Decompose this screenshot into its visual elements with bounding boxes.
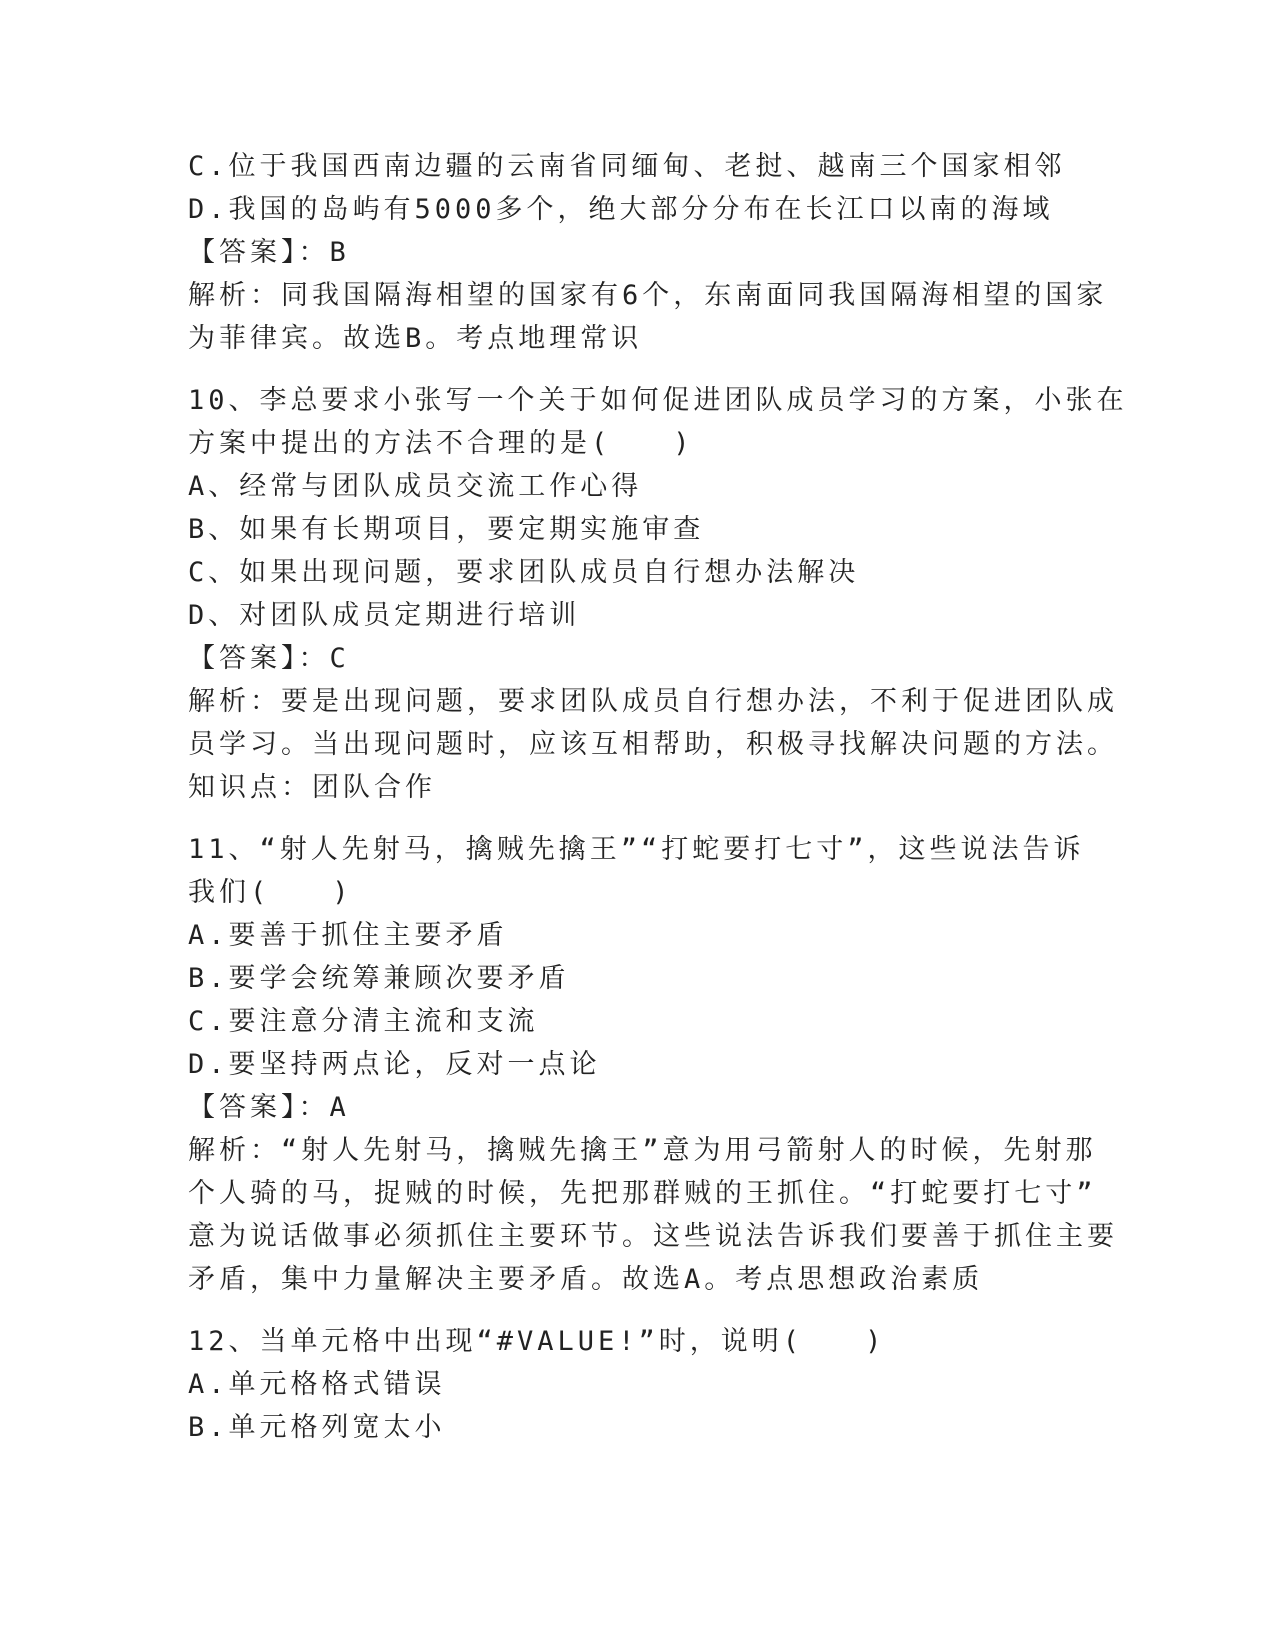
q11-answer: 【答案】：A bbox=[188, 1092, 350, 1123]
q11-option-d: D.要坚持两点论，反对一点论 bbox=[188, 1049, 601, 1080]
q10-analysis-line-1: 解析：要是出现问题，要求团队成员自行想办法，不利于促进团队成 bbox=[188, 686, 1118, 717]
q11-stem-line-1: 11、“射人先射马，擒贼先擒王”“打蛇要打七寸”，这些说法告诉 bbox=[188, 834, 1085, 865]
q12-option-b: B.单元格列宽太小 bbox=[188, 1412, 446, 1443]
q9-analysis-line-1: 解析：同我国隔海相望的国家有6个，东南面同我国隔海相望的国家 bbox=[188, 280, 1108, 311]
q10-stem-line-2: 方案中提出的方法不合理的是( ) bbox=[188, 428, 694, 459]
q10-analysis-line-3: 知识点：团队合作 bbox=[188, 772, 436, 803]
spacer bbox=[188, 809, 1068, 828]
q11-option-c: C.要注意分清主流和支流 bbox=[188, 1006, 539, 1037]
q10-option-a: A、经常与团队成员交流工作心得 bbox=[188, 471, 643, 502]
q9-option-c: C.位于我国西南边疆的云南省同缅甸、老挝、越南三个国家相邻 bbox=[188, 151, 1066, 182]
q10-option-b: B、如果有长期项目，要定期实施审查 bbox=[188, 514, 705, 545]
question-11 bbox=[188, 828, 1118, 1301]
q10-answer: 【答案】：C bbox=[188, 643, 350, 674]
q11-option-b: B.要学会统筹兼顾次要矛盾 bbox=[188, 963, 570, 994]
question-12 bbox=[188, 1320, 1068, 1449]
q11-option-a: A.要善于抓住主要矛盾 bbox=[188, 920, 508, 951]
q10-stem-line-1: 10、李总要求小张写一个关于如何促进团队成员学习的方案，小张在 bbox=[188, 385, 1128, 416]
q10-option-c: C、如果出现问题，要求团队成员自行想办法解决 bbox=[188, 557, 860, 588]
spacer bbox=[188, 360, 1068, 379]
q12-stem-line-1: 12、当单元格中出现“#VALUE!”时，说明( ) bbox=[188, 1326, 886, 1357]
q11-analysis-line-3: 意为说话做事必须抓住主要环节。这些说法告诉我们要善于抓住主要 bbox=[188, 1221, 1118, 1252]
q10-analysis-line-2: 员学习。当出现问题时，应该互相帮助，积极寻找解决问题的方法。 bbox=[188, 729, 1118, 760]
q12-option-a: A.单元格格式错误 bbox=[188, 1369, 446, 1400]
question-10 bbox=[188, 379, 1128, 809]
question-9-continuation bbox=[188, 145, 1108, 360]
q11-analysis-line-4: 矛盾，集中力量解决主要矛盾。故选A。考点思想政治素质 bbox=[188, 1264, 984, 1295]
q9-answer: 【答案】：B bbox=[188, 237, 350, 268]
q11-analysis-line-1: 解析：“射人先射马，擒贼先擒王”意为用弓箭射人的时候，先射那 bbox=[188, 1135, 1097, 1166]
q11-analysis-line-2: 个人骑的马，捉贼的时候，先把那群贼的王抓住。“打蛇要打七寸” bbox=[188, 1178, 1097, 1209]
page-content bbox=[188, 145, 1128, 1449]
q9-option-d: D.我国的岛屿有5000多个，绝大部分分布在长江口以南的海域 bbox=[188, 194, 1054, 225]
spacer bbox=[188, 1301, 1068, 1320]
q11-stem-line-2: 我们( ) bbox=[188, 877, 353, 908]
q10-option-d: D、对团队成员定期进行培训 bbox=[188, 600, 581, 631]
q9-analysis-line-2: 为菲律宾。故选B。考点地理常识 bbox=[188, 323, 643, 354]
